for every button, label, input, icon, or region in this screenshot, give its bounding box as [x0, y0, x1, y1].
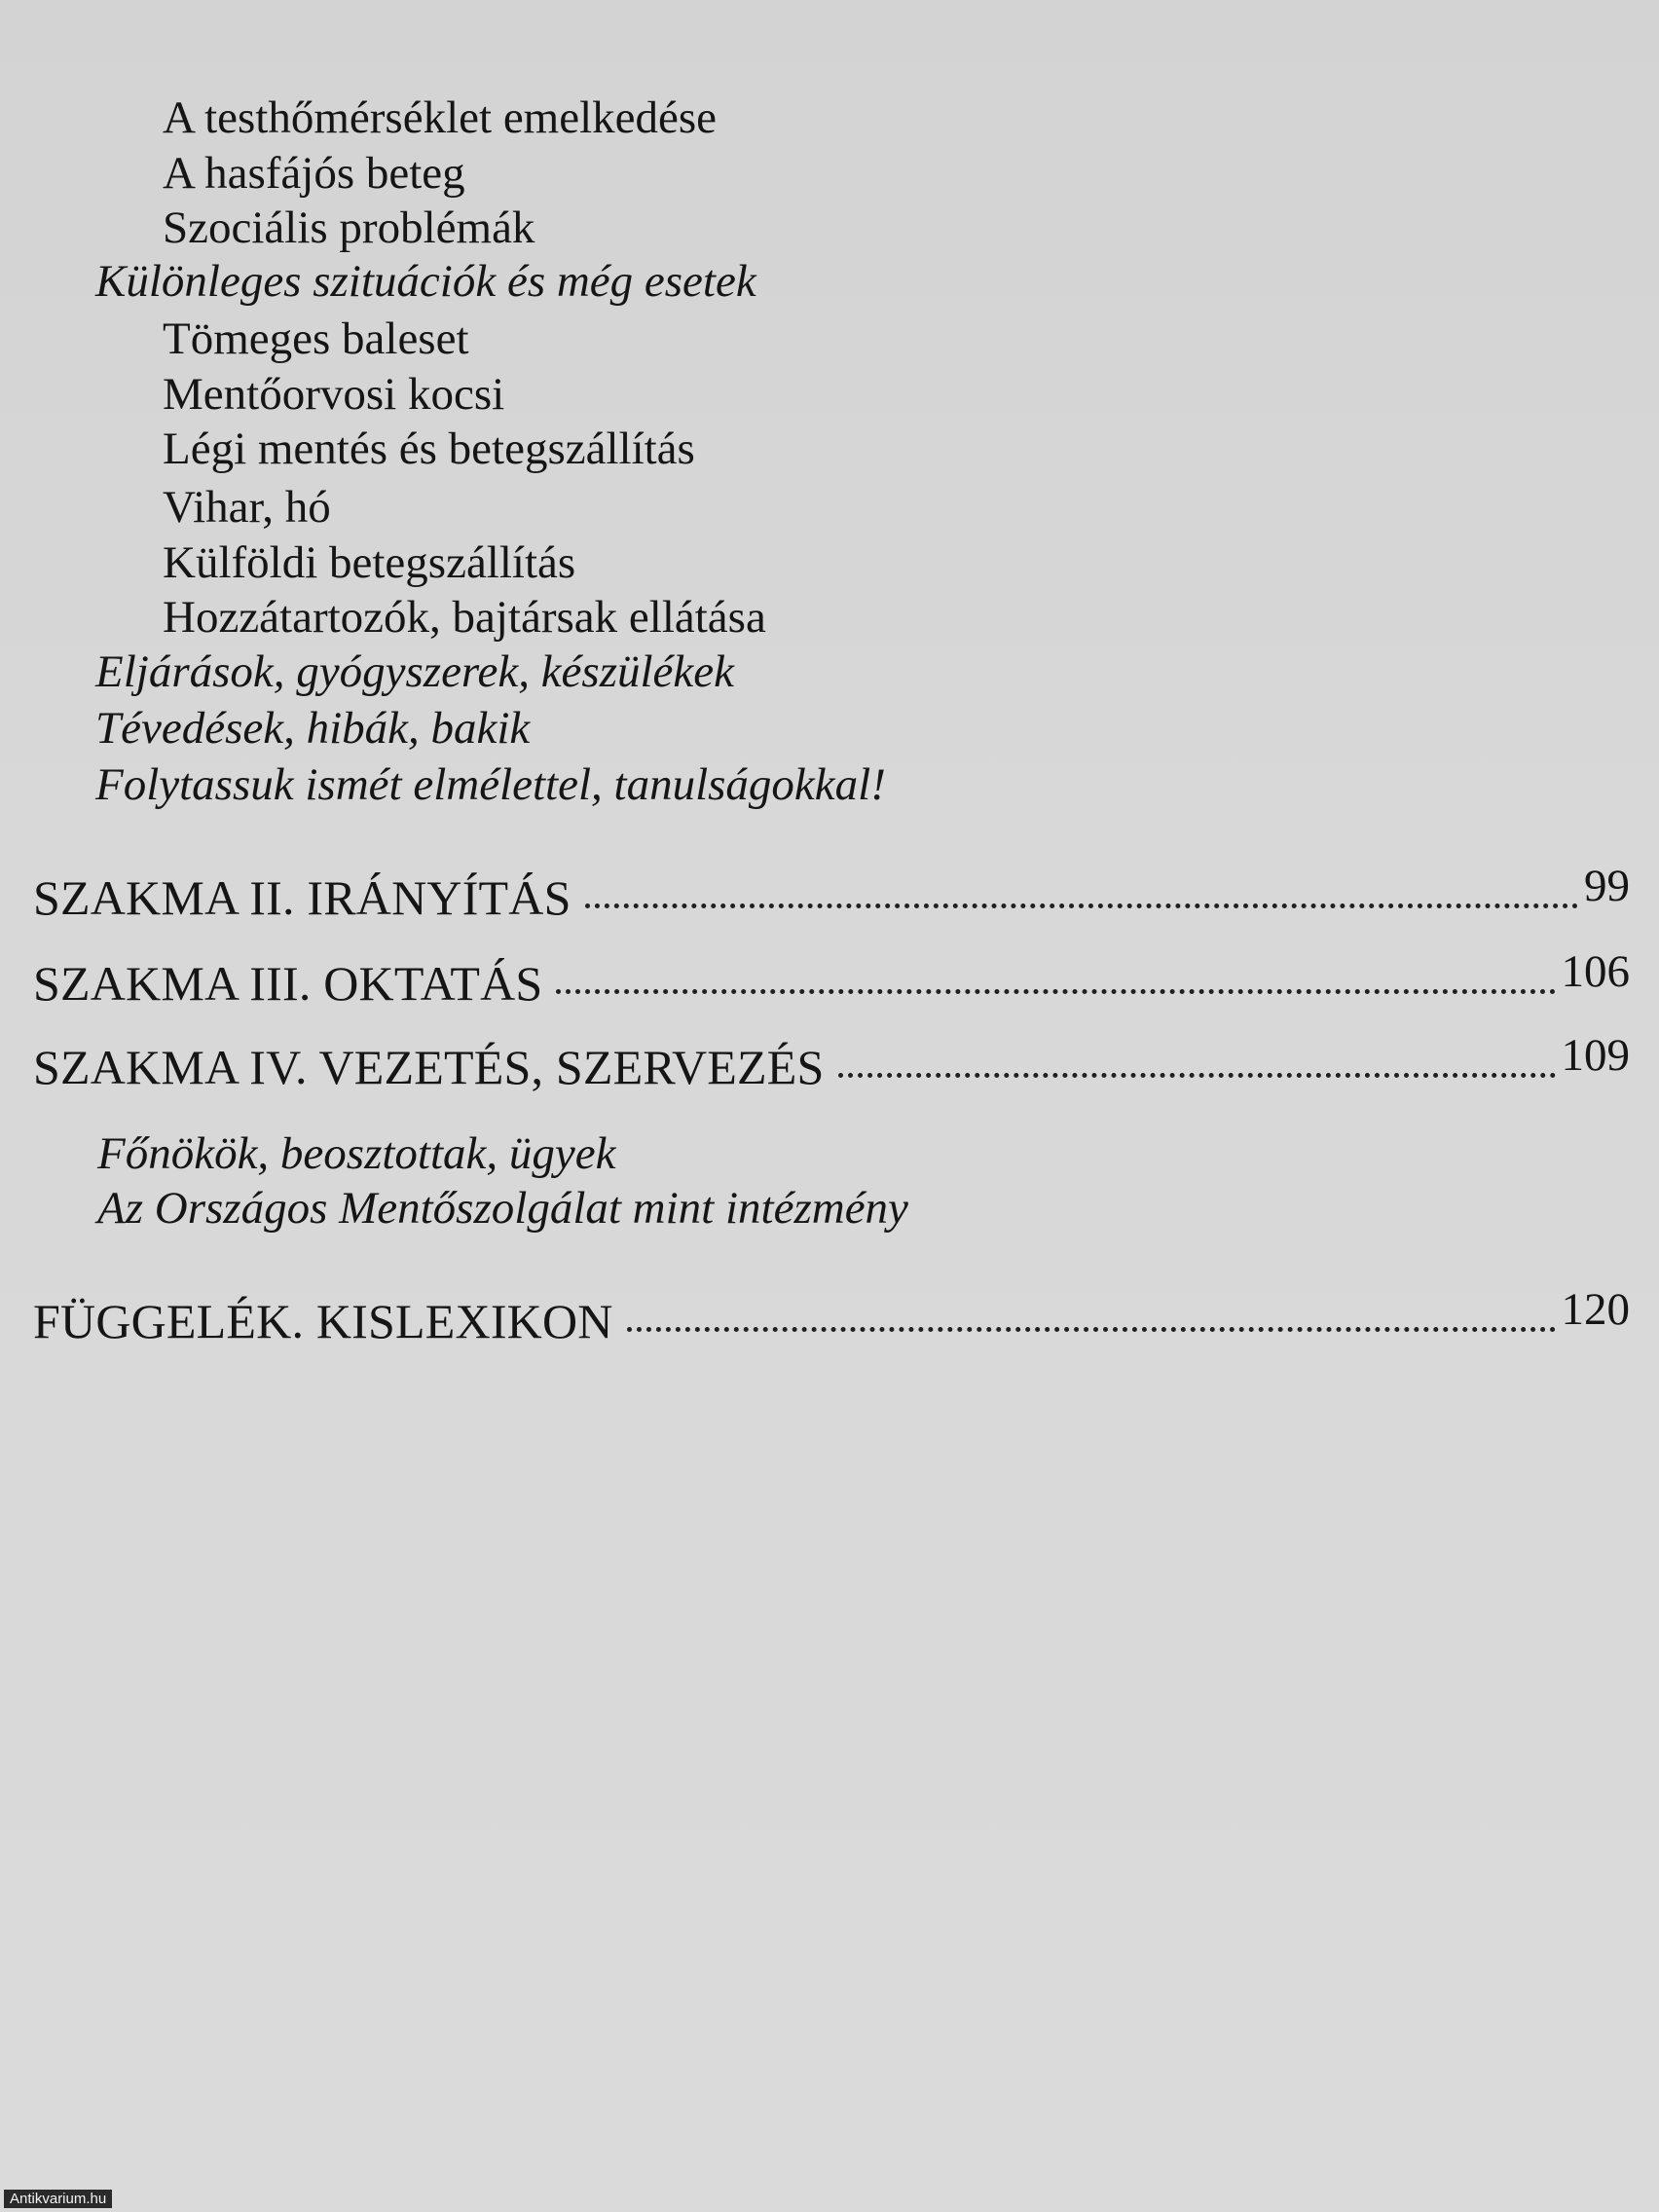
toc-section-italic: Eljárások, gyógyszerek, készülékek — [95, 646, 735, 697]
toc-subitem: Külföldi betegszállítás — [163, 537, 576, 588]
toc-section-italic: Különleges szituációk és még esetek — [95, 256, 756, 307]
toc-subitem: A hasfájós beteg — [163, 148, 465, 199]
toc-entry-page: 109 — [1561, 1030, 1630, 1081]
toc-entry-page: 106 — [1561, 946, 1630, 997]
toc-section-italic: Tévedések, hibák, bakik — [95, 703, 531, 754]
toc-entry-title: FÜGGELÉK. KISLEXIKON — [33, 1294, 613, 1348]
toc-entry-title: SZAKMA III. OKTATÁS — [33, 956, 543, 1011]
toc-entry-page: 99 — [1584, 861, 1630, 911]
dot-leader — [627, 1327, 1556, 1332]
dot-leader — [838, 1073, 1556, 1078]
toc-entry — [33, 1284, 1630, 1352]
toc-entry — [33, 946, 1630, 1014]
toc-subitem: A testhőmérséklet emelkedése — [163, 92, 718, 143]
toc-entry-title: SZAKMA II. IRÁNYÍTÁS — [33, 870, 571, 925]
toc-section-italic: Folytassuk ismét elmélettel, tanulságokkal! — [95, 759, 886, 810]
toc-entry — [33, 861, 1630, 929]
toc-subitem: Mentőorvosi kocsi — [163, 369, 505, 420]
toc-entry — [33, 1030, 1630, 1098]
toc-subitem: Légi mentés és betegszállítás — [163, 424, 695, 474]
toc-subitem: Tömeges baleset — [163, 313, 469, 364]
toc-entry-page: 120 — [1561, 1284, 1630, 1335]
toc-subitem: Hozzátartozók, bajtársak ellátása — [163, 592, 766, 643]
dot-leader — [585, 903, 1578, 908]
toc-subitem: Vihar, hó — [163, 482, 331, 533]
toc-section-italic: Az Országos Mentőszolgálat mint intézmény — [97, 1183, 908, 1234]
watermark: Antikvarium.hu — [4, 2190, 112, 2208]
toc-entry-title: SZAKMA IV. VEZETÉS, SZERVEZÉS — [33, 1040, 825, 1094]
toc-section-italic: Főnökök, beosztottak, ügyek — [97, 1128, 616, 1179]
toc-subitem: Szociális problémák — [163, 203, 535, 253]
dot-leader — [556, 989, 1555, 994]
